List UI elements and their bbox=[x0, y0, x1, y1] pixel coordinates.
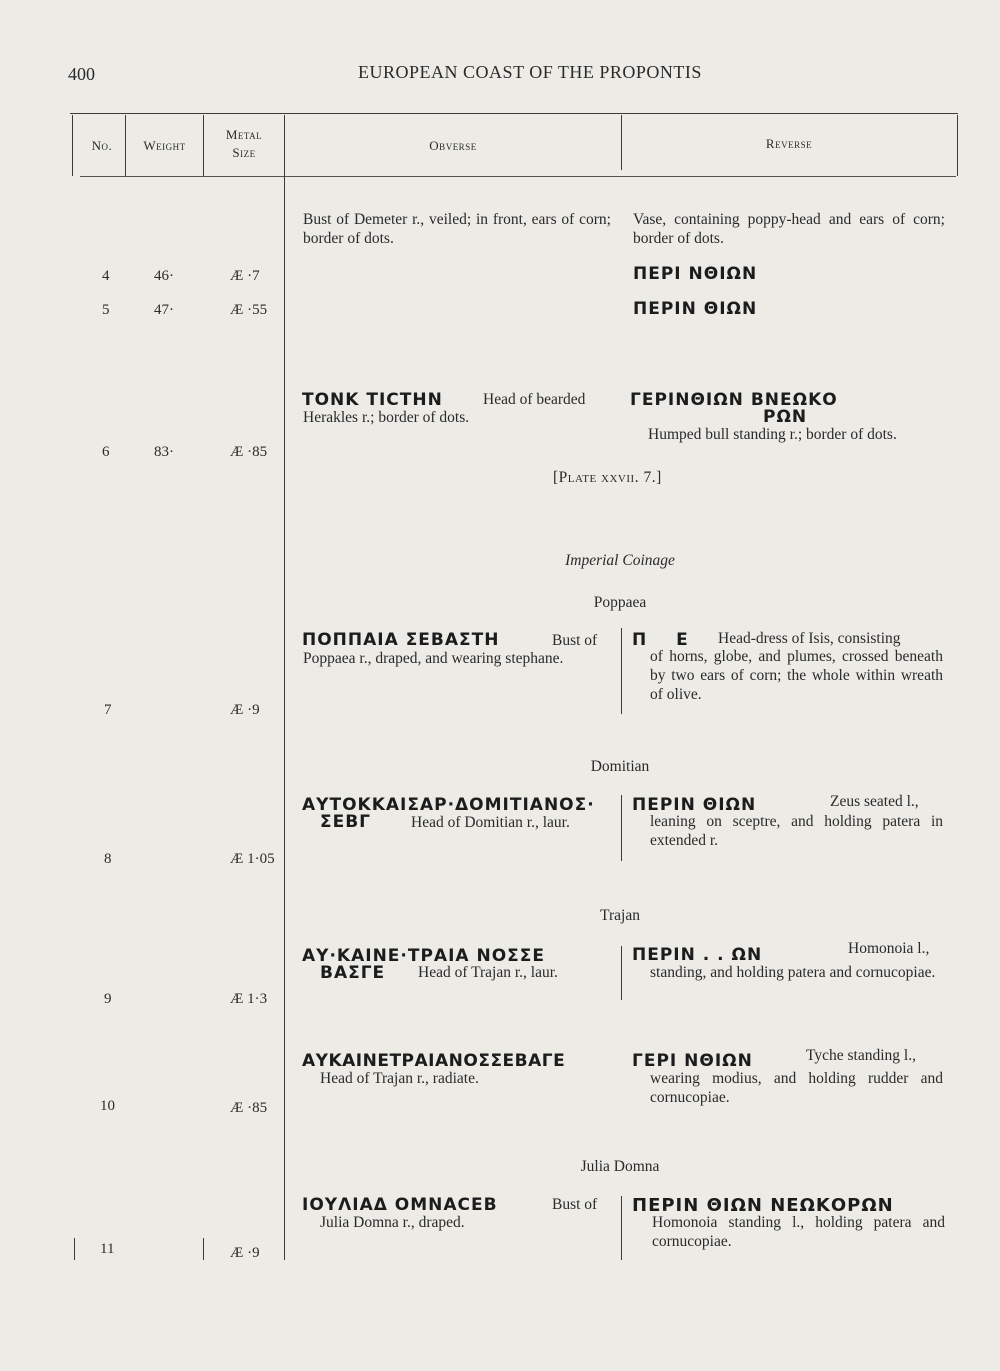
left-margin-rule-bottom bbox=[74, 1238, 75, 1260]
row6-reverse-text: Humped bull standing r.; border of dots. bbox=[648, 426, 897, 443]
header-metal: Metal bbox=[225, 127, 263, 142]
row9-reverse-legend: ΠΕΡΙΝ . . ΩΝ bbox=[632, 945, 763, 965]
row11-no: 11 bbox=[100, 1241, 115, 1257]
row8-obverse-legend-a: ΑΥΤΟΚΚΑΙΣΑΡ·ΔΟΜΙΤΙΑΝΟΣ· bbox=[302, 795, 595, 815]
row8-reverse-text-b: leaning on sceptre, and holding patera in extended r. bbox=[650, 813, 943, 849]
row10-obverse-text: Head of Trajan r., radiate. bbox=[320, 1070, 479, 1087]
row8-metal: Æ 1·05 bbox=[230, 851, 275, 867]
row9-obverse-legend-b: ΒΑΣΓΕ bbox=[320, 963, 386, 983]
row6-obverse-legend: ΤΟΝΚ ΤΙϹΤΗΝ bbox=[302, 390, 443, 410]
row11-reverse-text: Homonoia standing l., holding patera and cornucopiae. bbox=[652, 1214, 945, 1250]
row6-obverse-text-b: Herakles r.; border of dots. bbox=[303, 409, 470, 426]
section-trajan: Trajan bbox=[600, 907, 640, 924]
row9-obverse-text: Head of Trajan r., laur. bbox=[418, 964, 558, 981]
row7-no: 7 bbox=[104, 702, 112, 718]
row7-obverse-text-b: Poppaea r., draped, and wearing stephane. bbox=[303, 650, 564, 667]
plate-reference: [Plate xxvii. 7.] bbox=[553, 469, 662, 486]
row7-obverse-text-a: Bust of bbox=[552, 632, 598, 649]
header-reverse: Reverse bbox=[765, 136, 813, 151]
row5-reverse-legend: ΠΕΡΙΝ ΘΙΩΝ bbox=[633, 299, 758, 319]
row8-reverse-text-a: Zeus seated l., bbox=[830, 793, 919, 810]
row4-metal: Æ ·7 bbox=[230, 268, 260, 284]
header-size: Size bbox=[232, 145, 256, 160]
col-rule-2-bottom bbox=[203, 1238, 204, 1260]
section-imperial-coinage: Imperial Coinage bbox=[565, 552, 675, 569]
table-top-rule bbox=[70, 113, 958, 114]
row7-metal: Æ ·9 bbox=[230, 702, 260, 718]
row6-obverse-text-a: Head of bearded bbox=[483, 391, 586, 408]
row5-no: 5 bbox=[102, 302, 110, 318]
page-number: 400 bbox=[68, 64, 95, 84]
row11-reverse-legend: ΠΕΡΙΝ ΘΙΩΝ ΝΕΩΚΟΡΩΝ bbox=[632, 1195, 894, 1216]
row6-no: 6 bbox=[102, 444, 110, 460]
row7-reverse-text-b: of horns, globe, and plumes, crossed beneath by two ears of corn; the whole within wreath of olive. bbox=[650, 648, 943, 703]
left-margin-rule bbox=[72, 115, 73, 176]
right-margin-rule bbox=[957, 115, 958, 176]
running-title: EUROPEAN COAST OF THE PROPONTIS bbox=[358, 62, 702, 82]
header-weight: Weight bbox=[143, 138, 186, 153]
row9-reverse-text-b: standing, and holding patera and cornucopiae. bbox=[650, 964, 936, 981]
row7-divider bbox=[621, 628, 622, 714]
header-obverse: Obverse bbox=[429, 138, 477, 153]
row11-metal: Æ ·9 bbox=[230, 1245, 260, 1261]
row4-reverse-legend: ΠΕΡΙ ΝΘΙΩΝ bbox=[633, 264, 758, 284]
row9-no: 9 bbox=[104, 991, 112, 1007]
row7-reverse-text-a: Head-dress of Isis, consisting bbox=[718, 630, 901, 647]
row4-weight: 46· bbox=[154, 268, 174, 284]
row9-reverse-text-a: Homonoia l., bbox=[848, 940, 930, 957]
section-julia-domna: Julia Domna bbox=[580, 1158, 660, 1175]
row7-obverse-legend: ΠΟΠΠΑΙΑ ΣΕΒΑΣΤΗ bbox=[302, 630, 500, 650]
section-poppaea: Poppaea bbox=[593, 594, 647, 611]
row5-weight: 47· bbox=[154, 302, 174, 318]
row8-reverse-legend: ΠΕΡΙΝ ΘΙΩΝ bbox=[632, 795, 757, 815]
row8-obverse-text: Head of Domitian r., laur. bbox=[411, 814, 570, 831]
row11-divider bbox=[621, 1196, 622, 1260]
table-header-rule bbox=[80, 176, 956, 177]
row10-no: 10 bbox=[100, 1098, 115, 1114]
intro-obverse: Bust of Demeter r., veiled; in front, ears of corn; border of dots. bbox=[303, 211, 611, 247]
row6-reverse-legend-b: ΡΩΝ bbox=[763, 407, 808, 427]
section-domitian: Domitian bbox=[590, 758, 650, 775]
row11-obverse-legend: ΙΟΥΛΙΑΔ ΟΜΝΑϹΕΒ bbox=[302, 1195, 498, 1215]
row6-reverse-legend-a: ΓΕΡΙΝΘΙΩΝ ΒΝΕΩΚΟ bbox=[630, 390, 838, 410]
row10-obverse-legend: ΑΥΚΑΙΝΕΤΡΑΙΑΝΟΣΣΕΒΑΓΕ bbox=[302, 1051, 566, 1071]
row10-reverse-text-a: Tyche standing l., bbox=[806, 1047, 916, 1064]
row10-metal: Æ ·85 bbox=[230, 1100, 268, 1116]
row4-no: 4 bbox=[102, 268, 110, 284]
row10-reverse-legend: ΓΕΡΙ ΝΘΙΩΝ bbox=[632, 1051, 753, 1071]
row9-metal: Æ 1·3 bbox=[230, 991, 268, 1007]
row7-reverse-legend: Π Ε bbox=[632, 630, 689, 650]
row5-metal: Æ ·55 bbox=[230, 302, 268, 318]
row9-divider bbox=[621, 946, 622, 1000]
row10-reverse-text-b: wearing modius, and holding rudder and cornucopiae. bbox=[650, 1070, 943, 1106]
row6-weight: 83· bbox=[154, 444, 174, 460]
col-rule-3 bbox=[284, 115, 285, 1260]
row9-obverse-legend-a: ΑΥ·ΚΑΙΝΕ·ΤΡΑΙΑ ΝΟΣΣΕ bbox=[302, 946, 546, 966]
intro-reverse: Vase, containing poppy-head and ears of corn; border of dots. bbox=[633, 211, 945, 247]
row11-obverse-text-b: Julia Domna r., draped. bbox=[320, 1214, 465, 1231]
row8-obverse-legend-b: ΣΕΒΓ bbox=[320, 812, 372, 832]
row8-divider bbox=[621, 795, 622, 861]
header-no: No. bbox=[91, 138, 113, 153]
row6-metal: Æ ·85 bbox=[230, 444, 268, 460]
row8-no: 8 bbox=[104, 851, 112, 867]
row11-obverse-text-a: Bust of bbox=[552, 1196, 598, 1213]
